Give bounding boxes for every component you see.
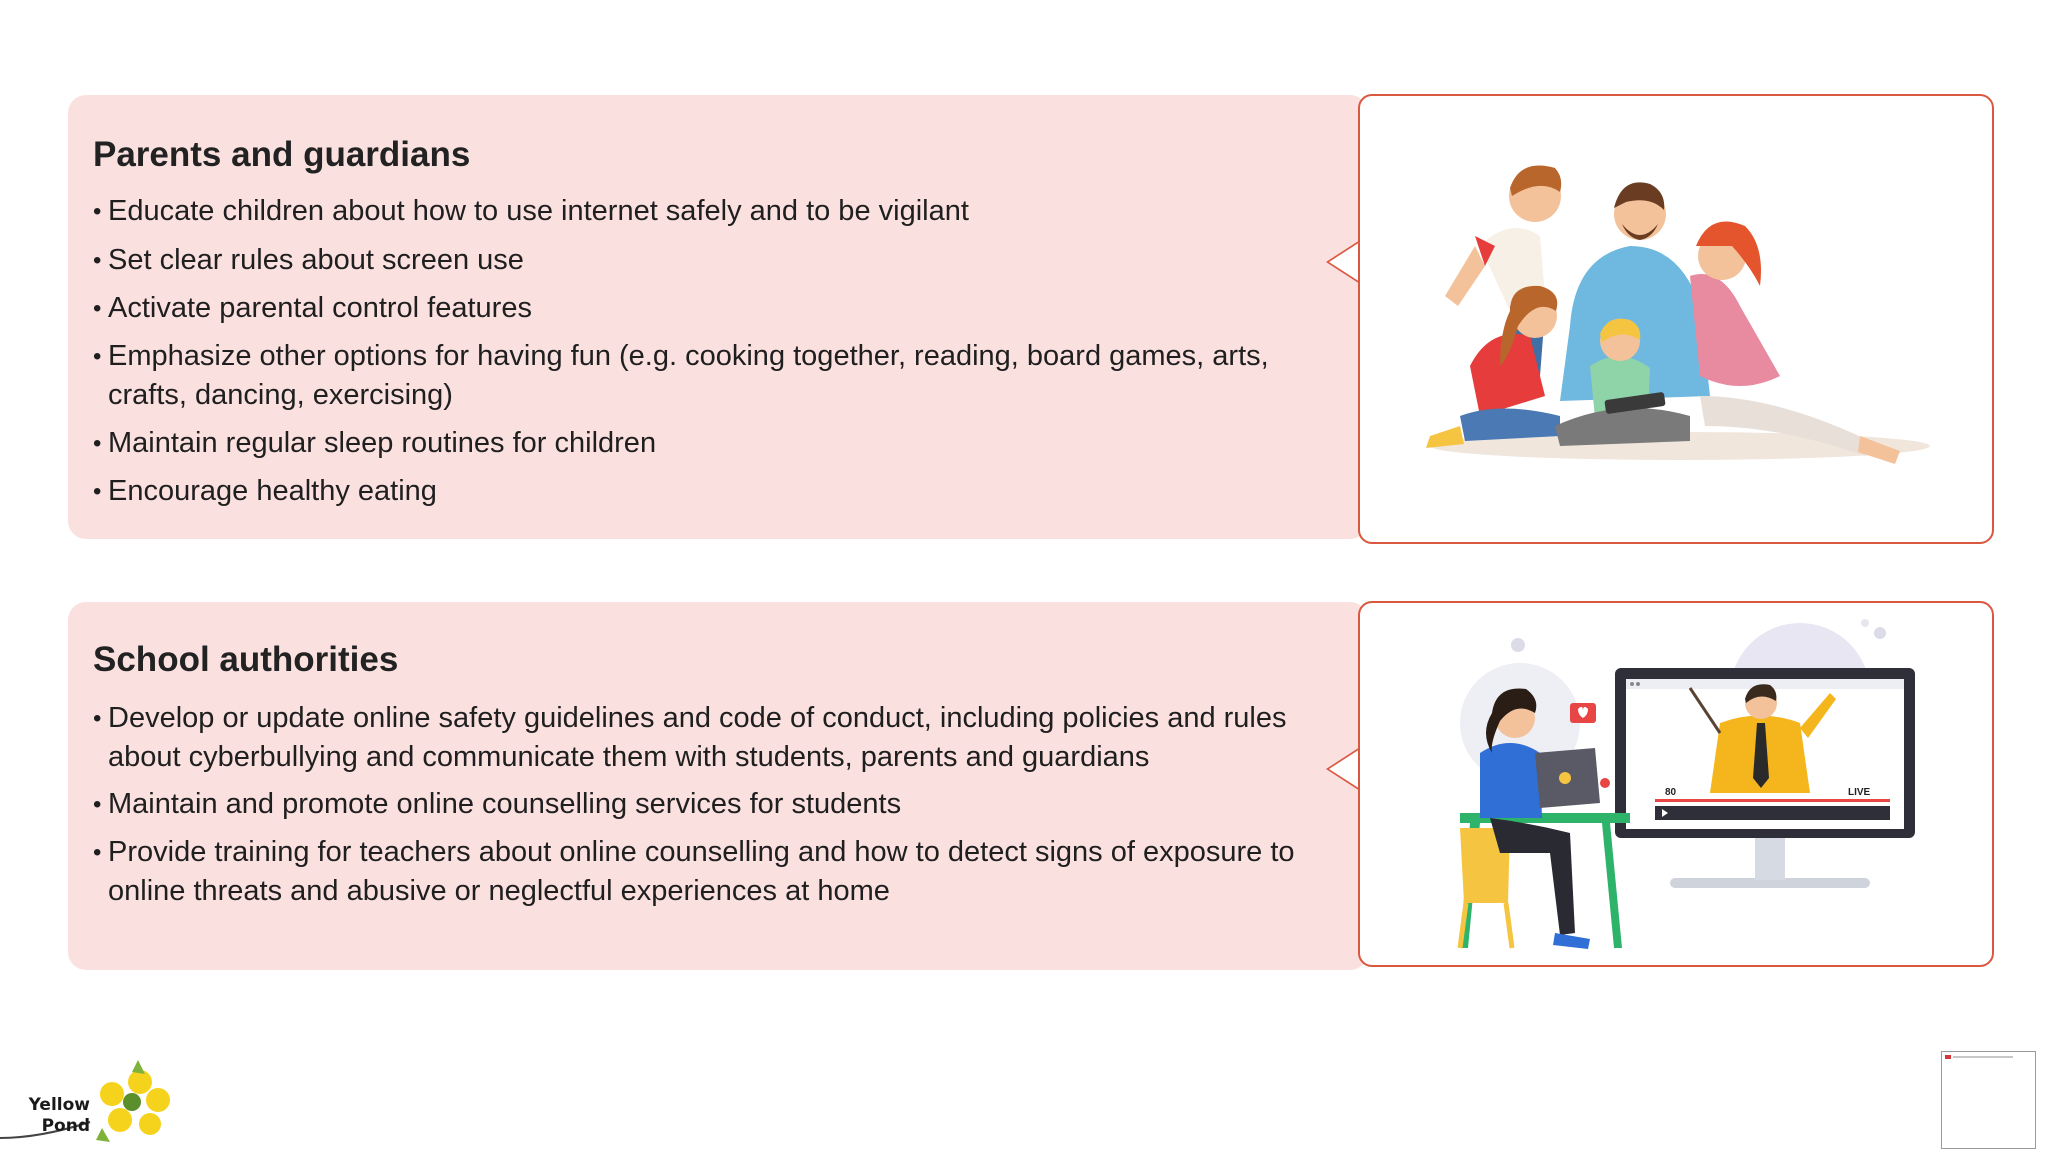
family-illustration-card bbox=[1358, 94, 1994, 544]
parents-guardians-panel bbox=[68, 95, 1368, 539]
thumbnail-caption-line bbox=[1953, 1056, 2013, 1058]
slide-thumbnail[interactable] bbox=[1941, 1051, 2036, 1149]
logo-line-2: Pond bbox=[41, 1116, 90, 1136]
parents-guardians-list bbox=[93, 192, 1328, 511]
parents-guardians-title: Parents and guardians bbox=[93, 135, 471, 174]
online-class-illustration-card bbox=[1358, 601, 1994, 967]
viewer-count: 80 bbox=[1665, 787, 1677, 798]
family-reading-tablet-illustration bbox=[1360, 96, 1992, 542]
list-item: • Maintain and promote online counselling services for students bbox=[93, 785, 1328, 824]
callout-pointer bbox=[1326, 240, 1360, 284]
list-item: • Educate children about how to use internet safely and to be vigilant bbox=[93, 192, 1328, 231]
list-item: • Activate parental control features bbox=[93, 289, 1328, 328]
callout-pointer bbox=[1326, 747, 1360, 791]
live-label: LIVE bbox=[1848, 787, 1871, 798]
logo-text bbox=[18, 1095, 90, 1137]
list-item: • Encourage healthy eating bbox=[93, 472, 1328, 511]
online-class-illustration bbox=[1360, 603, 1992, 965]
school-authorities-title: School authorities bbox=[93, 640, 399, 679]
logo-line-1: Yellow bbox=[28, 1095, 90, 1115]
list-item: • Maintain regular sleep routines for children bbox=[93, 424, 1328, 463]
list-item: • Provide training for teachers about online counselling and how to detect signs of exposure to online threats and abusive or neglectful experiences at home bbox=[93, 833, 1328, 911]
list-item: • Emphasize other options for having fun (e.g. cooking together, reading, board games, arts, crafts, dancing, exercising) bbox=[93, 337, 1328, 415]
school-authorities-panel bbox=[68, 602, 1368, 970]
thumbnail-marker bbox=[1945, 1055, 1951, 1059]
school-authorities-list bbox=[93, 699, 1328, 911]
list-item: • Set clear rules about screen use bbox=[93, 241, 1328, 280]
list-item: • Develop or update online safety guidelines and code of conduct, including policies and rules about cyberbullying and communicate them with students, parents and guardians bbox=[93, 699, 1328, 777]
